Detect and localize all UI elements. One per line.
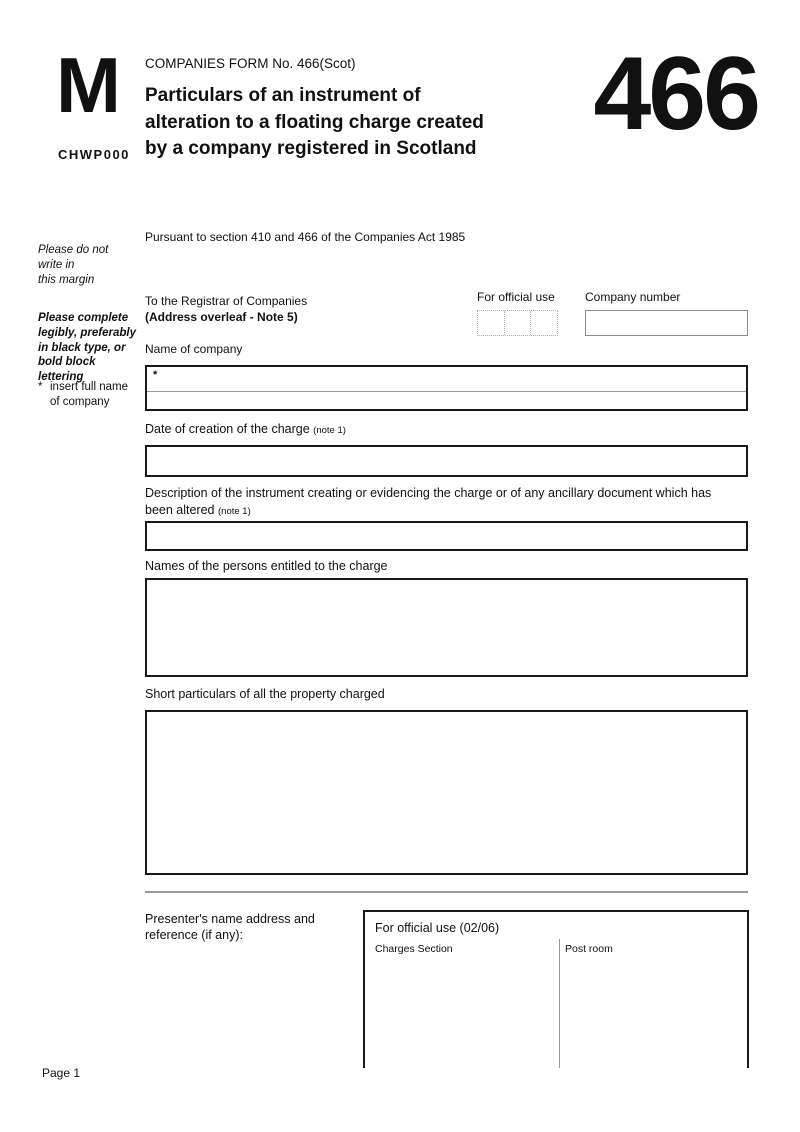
form-m-mark: M — [56, 41, 119, 129]
post-room-label: Post room — [565, 943, 613, 955]
description-field[interactable] — [145, 521, 748, 551]
official-use-bottom-box — [363, 910, 749, 1068]
margin-note-line: this margin — [38, 273, 95, 286]
label-text: Description of the instrument creating or evidencing the charge or of any ancillary document which has been altered — [145, 486, 712, 517]
short-particulars-label: Short particulars of all the property charged — [145, 687, 385, 701]
note-ref: (note 1) — [218, 505, 251, 517]
short-particulars-field[interactable] — [145, 710, 748, 875]
margin-note-do-not-write — [38, 243, 142, 287]
company-name-field[interactable] — [145, 365, 748, 411]
form-title — [145, 83, 484, 163]
registrar-line: To the Registrar of Companies — [145, 294, 308, 308]
form-big-number: 466 — [593, 36, 758, 152]
margin-note-line: of company — [50, 395, 110, 408]
official-use-cell — [478, 311, 505, 335]
presenter-label-line: reference (if any): — [145, 928, 243, 942]
pursuant-line: Pursuant to section 410 and 466 of the Companies Act 1985 — [145, 230, 466, 244]
official-use-box-title: For official use (02/06) — [375, 921, 500, 935]
form-title-line2: alteration to a floating charge created — [145, 111, 484, 133]
date-of-creation-label — [145, 422, 346, 436]
margin-note-line: in black type, or — [38, 341, 126, 354]
margin-note-line: Please do not — [38, 244, 109, 256]
margin-note-line: Please complete — [38, 312, 129, 324]
form-title-line1: Particulars of an instrument of — [145, 85, 421, 106]
section-divider-rule — [145, 891, 748, 893]
form-title-line3: by a company registered in Scotland — [145, 138, 477, 159]
field-divider-line — [147, 391, 746, 392]
margin-note-line: write in — [38, 258, 75, 271]
persons-entitled-field[interactable] — [145, 578, 748, 677]
column-divider-line — [559, 939, 560, 1068]
margin-note-complete-legibly — [38, 311, 142, 385]
official-use-grid — [477, 310, 558, 336]
label-text: Date of creation of the charge — [145, 422, 310, 436]
margin-note-insert-full-name — [38, 380, 142, 410]
persons-entitled-label: Names of the persons entitled to the charge — [145, 559, 388, 573]
margin-note-line: bold block lettering — [38, 356, 96, 384]
form-number-line: COMPANIES FORM No. 466(Scot) — [145, 56, 356, 71]
official-use-label: For official use — [477, 290, 555, 304]
charges-section-label: Charges Section — [375, 943, 453, 955]
note-ref: (note 1) — [313, 425, 346, 436]
margin-note-line: legibly, preferably — [38, 326, 136, 339]
name-of-company-label: Name of company — [145, 342, 243, 356]
presenter-label-line: Presenter's name address and — [145, 912, 315, 926]
asterisk-marker: * — [153, 369, 158, 381]
official-use-cell — [531, 311, 557, 335]
page-number: Page 1 — [42, 1066, 81, 1080]
company-number-field[interactable] — [585, 310, 748, 336]
official-use-cell — [505, 311, 532, 335]
presenter-label — [145, 911, 355, 943]
company-number-label: Company number — [585, 290, 681, 304]
registrar-address-note: (Address overleaf - Note 5) — [145, 310, 298, 324]
margin-note-line: insert full name — [50, 381, 128, 393]
date-of-creation-field[interactable] — [145, 445, 748, 477]
chwp-code: CHWP000 — [58, 147, 130, 162]
description-label — [145, 485, 737, 520]
asterisk-marker: * — [38, 381, 43, 393]
